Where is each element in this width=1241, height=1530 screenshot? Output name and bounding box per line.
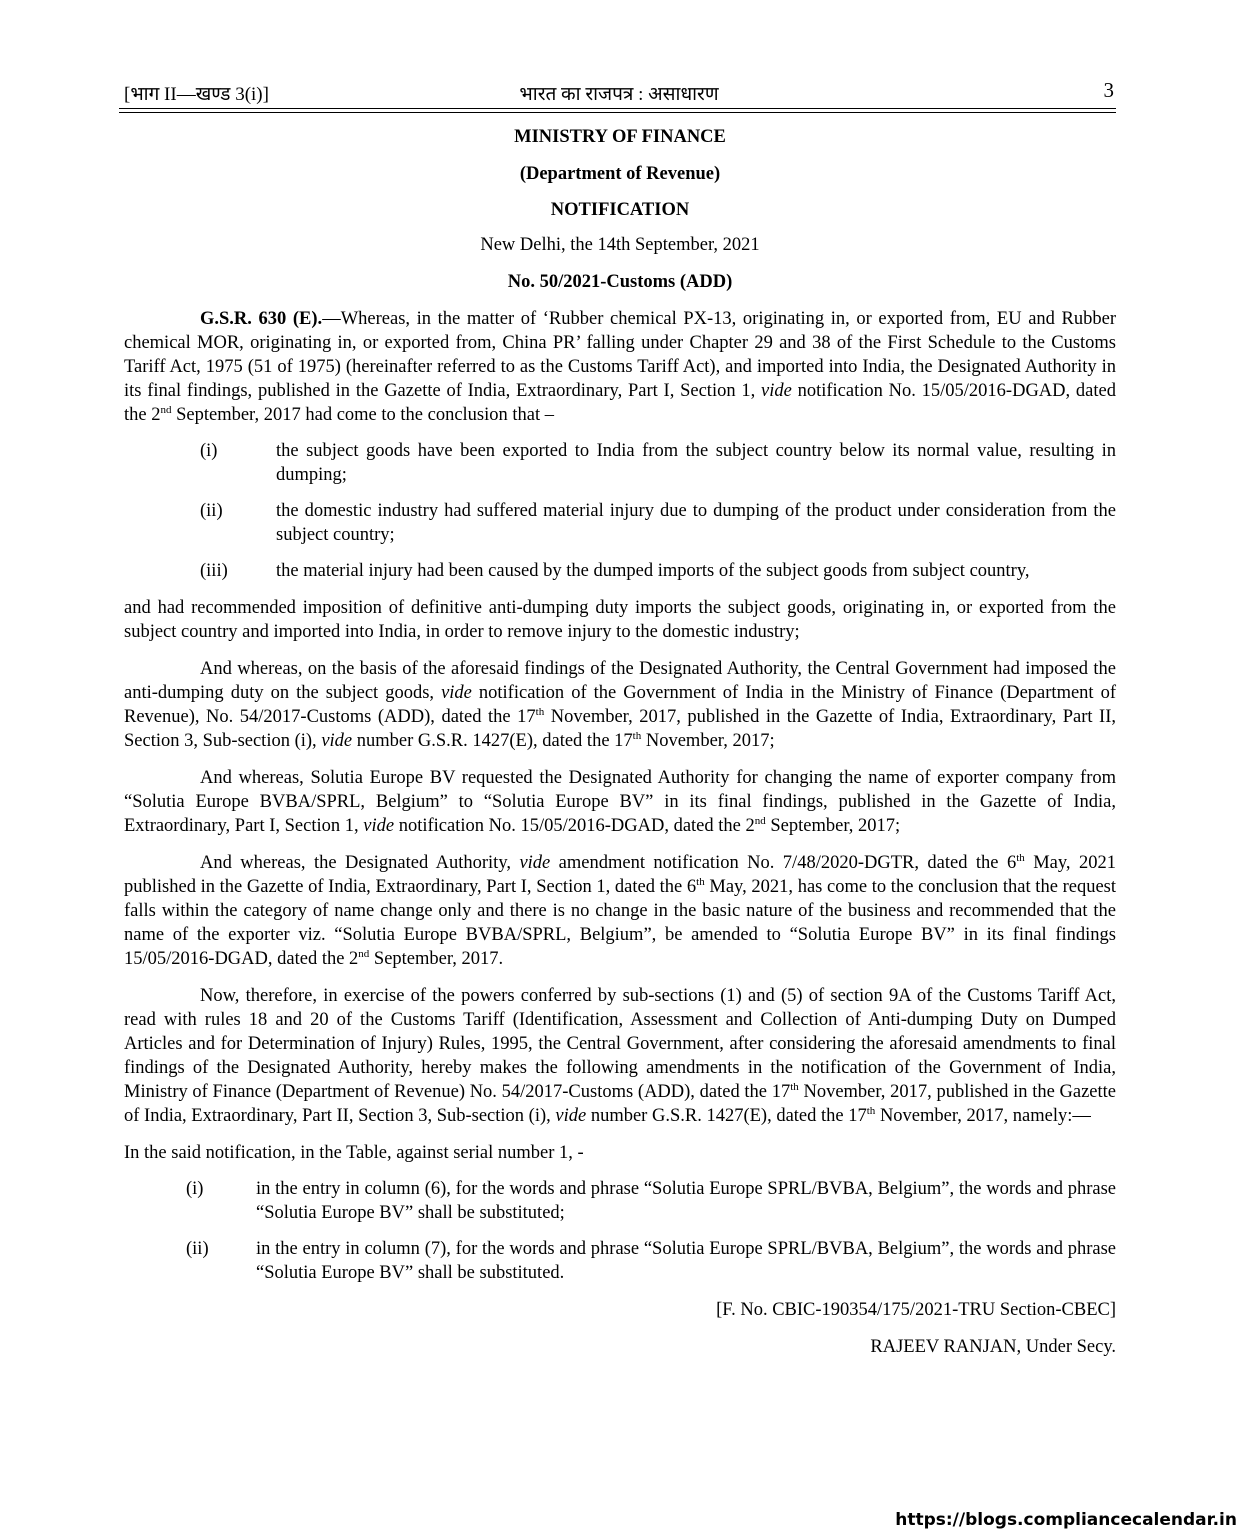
name-change-request-paragraph: And whereas, Solutia Europe BV requested the Designated Authority for changing the name of exporter company from “Solutia Europe BVBA/SPRL, Belgium” to “Solutia Europe BV” in its final findings, published in the Gazette of India, Extraordinary, Part I, Section 1, vide notification No. 15/05/2016-DGAD, dated the 2nd September, 2017; — [124, 768, 1116, 836]
header-rule-top — [119, 108, 1116, 109]
list-item: (ii) the domestic industry had suffered material injury due to dumping of the product under consideration from the subject country; — [200, 501, 1116, 545]
recommendation-paragraph: and had recommended imposition of definitive anti-dumping duty imports the subject goods, originating in, or exported from the subject country and imported into India, in order to remove injury to the domestic industry; — [124, 598, 1116, 642]
page-number: 3 — [1103, 78, 1114, 102]
gsr-number: G.S.R. 630 (E). — [200, 309, 323, 329]
ministry-title: MINISTRY OF FINANCE — [514, 127, 726, 147]
notification-body — [124, 125, 1116, 1359]
operative-paragraph: Now, therefore, in exercise of the powers conferred by sub-sections (1) and (5) of section 9A of the Customs Tariff Act, read with rules 18 and 20 of the Customs Tariff (Identification, Assessment and Collection of Anti-dumping Duty on Dumped Articles and for Determination of Injury) Rules, 1995, the Central Government, after considering the aforesaid amendments to final findings of the Designated Authority, hereby makes the following amendments in the notification of the Government of India, Ministry of Finance (Department of Revenue) No. 54/2017-Customs (ADD), dated the 17th November, 2017, published in the Gazette of India, Extraordinary, Part II, Section 3, Sub-section (i), vide number G.S.R. 1427(E), dated the 17th November, 2017, namely:— — [124, 986, 1116, 1126]
table-reference-line: In the said notification, in the Table, against serial number 1, - — [124, 1143, 584, 1163]
header-gazette-title: भारत का राजपत्र : असाधारण — [519, 84, 719, 105]
watermark-url: https://blogs.compliancecalendar.in — [895, 1510, 1237, 1530]
header-rule-bottom — [119, 112, 1116, 113]
gazette-header — [124, 80, 1114, 106]
duty-imposed-paragraph: And whereas, on the basis of the aforesaid findings of the Designated Authority, the Central Government had imposed the anti-dumping duty on the subject goods, vide notification of the Government of India in the Ministry of Finance (Department of Revenue), No. 54/2017-Customs (ADD), dated the 17th November, 2017, published in the Gazette of India, Extraordinary, Part II, Section 3, Sub-section (i), vide number G.S.R. 1427(E), dated the 17th November, 2017; — [124, 659, 1116, 751]
list-item: (iii) the material injury had been caused by the dumped imports of the subject goods from subject country, — [200, 561, 1030, 581]
place-date: New Delhi, the 14th September, 2021 — [480, 235, 760, 255]
file-number: [F. No. CBIC-190354/175/2021-TRU Section-CBEC] — [716, 1300, 1116, 1320]
notification-number: No. 50/2021-Customs (ADD) — [507, 272, 733, 292]
list-item: (i) in the entry in column (6), for the words and phrase “Solutia Europe SPRL/BVBA, Belgium”, the words and phrase “Solutia Europe BV” shall be substituted; — [186, 1179, 1116, 1223]
signatory: RAJEEV RANJAN, Under Secy. — [870, 1337, 1116, 1357]
header-part-section: [भाग II—खण्ड 3(i)] — [124, 84, 269, 105]
department-title: (Department of Revenue) — [519, 164, 721, 184]
notification-heading: NOTIFICATION — [550, 200, 690, 220]
list-item: (ii) in the entry in column (7), for the words and phrase “Solutia Europe SPRL/BVBA, Belgium”, the words and phrase “Solutia Europe BV” shall be substituted. — [186, 1239, 1116, 1283]
preamble-paragraph: G.S.R. 630 (E).—Whereas, in the matter of ‘Rubber chemical PX-13, originating in, or exported from, EU and Rubber chemical MOR, originating in, or exported from, China PR’ falling under Chapter 29 and 38 of the First Schedule to the Customs Tariff Act, 1975 (51 of 1975) (hereinafter referred to as the Customs Tariff Act), and imported into India, the Designated Authority in its final findings, published in the Gazette of India, Extraordinary, Part I, Section 1, vide notification No. 15/05/2016-DGAD, dated the 2nd September, 2017 had come to the conclusion that – — [124, 309, 1116, 425]
authority-conclusion-paragraph: And whereas, the Designated Authority, vide amendment notification No. 7/48/2020-DGTR, dated the 6th May, 2021 published in the Gazette of India, Extraordinary, Part I, Section 1, dated the 6th May, 2021, has come to the conclusion that the request falls within the category of name change only and there is no change in the basic nature of the business and recommended that the name of the exporter viz. “Solutia Europe BVBA/SPRL, Belgium”, be amended to “Solutia Europe BV” in its final findings 15/05/2016-DGAD, dated the 2nd September, 2017. — [124, 852, 1116, 969]
list-item: (i) the subject goods have been exported to India from the subject country below its normal value, resulting in dumping; — [200, 441, 1116, 485]
